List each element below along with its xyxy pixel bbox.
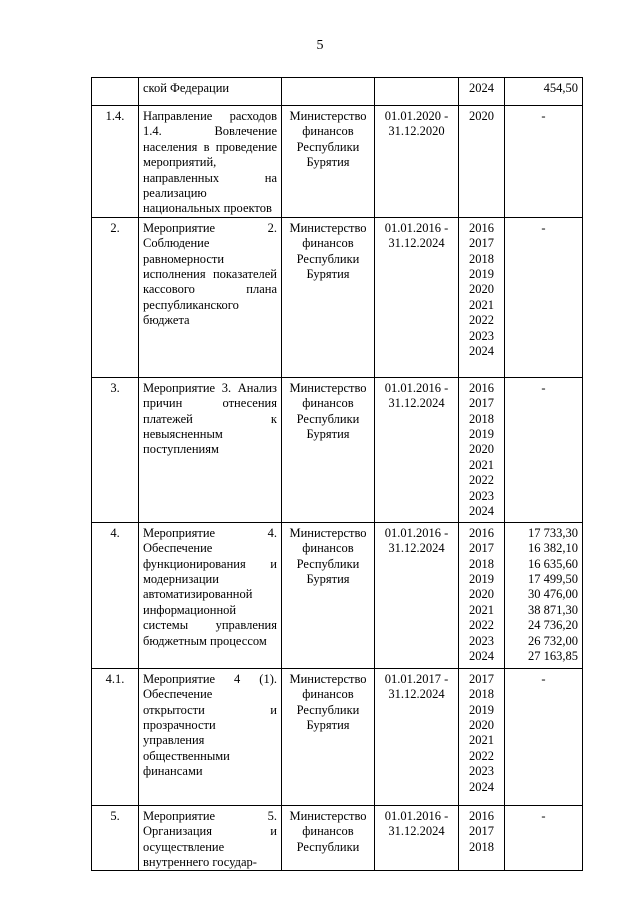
page-number: 5 <box>316 38 324 53</box>
executor-cell: Министерство финансов Республики Бурятия <box>282 217 375 377</box>
year-value: 2019 <box>469 267 494 282</box>
amounts-cell <box>505 217 583 377</box>
amount-value: - <box>541 671 546 686</box>
executor-cell: Министерство финансов Республики Бурятия <box>282 668 375 805</box>
year-value: 2024 <box>469 779 494 794</box>
executor-cell <box>282 78 375 106</box>
amount-value: 30 476,00 <box>528 587 578 602</box>
table-row <box>92 377 583 522</box>
years-cell <box>459 377 505 522</box>
period-cell: 01.01.2017 - 31.12.2024 <box>375 668 459 805</box>
year-value: 2019 <box>469 427 494 442</box>
amount-value: 38 871,30 <box>528 602 578 617</box>
years-cell <box>459 805 505 871</box>
amount-value: 27 163,85 <box>528 649 578 664</box>
year-value: 2017 <box>469 236 494 251</box>
year-value: 2017 <box>469 824 494 839</box>
years-cell <box>459 522 505 668</box>
row-number-cell: 1.4. <box>92 106 139 218</box>
year-value: 2021 <box>469 457 494 472</box>
years-cell <box>459 106 505 218</box>
period-cell <box>375 78 459 106</box>
period-cell: 01.01.2016 - 31.12.2024 <box>375 217 459 377</box>
year-value: 2021 <box>469 733 494 748</box>
amount-value: - <box>541 220 546 235</box>
year-value: 2020 <box>469 109 494 123</box>
year-value: 2018 <box>469 411 494 426</box>
amount-value: - <box>541 380 546 395</box>
program-activities-table <box>91 77 583 871</box>
amount-value: 17 499,50 <box>528 572 578 587</box>
row-number-cell: 2. <box>92 217 139 377</box>
amount-value: 17 733,30 <box>528 525 578 540</box>
period-cell: 01.01.2016 - 31.12.2024 <box>375 805 459 871</box>
amount-value: 24 736,20 <box>528 618 578 633</box>
table-row <box>92 805 583 871</box>
period-cell: 01.01.2016 - 31.12.2024 <box>375 522 459 668</box>
year-value: 2022 <box>469 313 494 328</box>
table-body <box>92 78 583 871</box>
year-value: 2021 <box>469 602 494 617</box>
year-value: 2023 <box>469 328 494 343</box>
year-value: 2019 <box>469 572 494 587</box>
executor-cell: Министерство финансов Республики Бурятия <box>282 106 375 218</box>
year-value: 2020 <box>469 282 494 297</box>
year-value: 2017 <box>469 541 494 556</box>
period-cell: 01.01.2020 - 31.12.2020 <box>375 106 459 218</box>
year-value: 2023 <box>469 633 494 648</box>
amount-value: 16 382,10 <box>528 541 578 556</box>
year-value: 2018 <box>469 556 494 571</box>
period-cell: 01.01.2016 - 31.12.2024 <box>375 377 459 522</box>
year-value: 2022 <box>469 748 494 763</box>
year-value: 2020 <box>469 718 494 733</box>
year-value: 2021 <box>469 297 494 312</box>
year-value: 2016 <box>469 808 494 823</box>
activity-description-cell: Мероприятие 2. Соблюдение равномерности исполнения показателей кассового плана республиканского бюджета <box>139 217 282 377</box>
activity-description-cell: Мероприятие 4 (1). Обеспечение открытости и прозрачности управления общественными финансами <box>139 668 282 805</box>
year-value: 2024 <box>469 81 494 95</box>
row-number-cell: 4. <box>92 522 139 668</box>
year-value: 2018 <box>469 839 494 854</box>
year-value: 2024 <box>469 504 494 519</box>
year-value: 2017 <box>469 671 494 686</box>
year-value: 2023 <box>469 764 494 779</box>
amounts-cell <box>505 805 583 871</box>
activity-description-cell: ской Федерации <box>139 78 282 106</box>
year-value: 2017 <box>469 396 494 411</box>
year-value: 2020 <box>469 442 494 457</box>
year-value: 2022 <box>469 618 494 633</box>
table-row <box>92 668 583 805</box>
amount-value: 26 732,00 <box>528 633 578 648</box>
executor-cell: Министерство финансов Республики Бурятия <box>282 522 375 668</box>
activity-description-cell: Мероприятие 5. Организация и осуществление внутреннего государ- <box>139 805 282 871</box>
amount-value: 454,50 <box>543 81 578 95</box>
amount-value: - <box>541 808 546 823</box>
executor-cell: Министерство финансов Республики <box>282 805 375 871</box>
year-value: 2016 <box>469 220 494 235</box>
amounts-cell <box>505 522 583 668</box>
years-cell <box>459 668 505 805</box>
amount-value: - <box>541 109 546 123</box>
table-row <box>92 78 583 106</box>
years-cell <box>459 78 505 106</box>
amounts-cell <box>505 78 583 106</box>
activity-description-cell: Направление расходов 1.4. Вовлечение населения в проведение мероприятий, направленных на реализацию национальных проектов <box>139 106 282 218</box>
years-cell <box>459 217 505 377</box>
year-value: 2024 <box>469 649 494 664</box>
amount-value: 16 635,60 <box>528 556 578 571</box>
amounts-cell <box>505 668 583 805</box>
row-number-cell: 4.1. <box>92 668 139 805</box>
amounts-cell <box>505 377 583 522</box>
executor-cell: Министерство финансов Республики Бурятия <box>282 377 375 522</box>
amounts-cell <box>505 106 583 218</box>
year-value: 2024 <box>469 344 494 359</box>
year-value: 2023 <box>469 488 494 503</box>
activity-description-cell: Мероприятие 4. Обеспечение функционирования и модернизации автоматизированной информационной системы управления бюджетным процессом <box>139 522 282 668</box>
year-value: 2020 <box>469 587 494 602</box>
row-number-cell: 5. <box>92 805 139 871</box>
table-row <box>92 522 583 668</box>
row-number-cell <box>92 78 139 106</box>
activity-description-cell: Мероприятие 3. Анализ причин отнесения платежей к невыясненным поступлениям <box>139 377 282 522</box>
row-number-cell: 3. <box>92 377 139 522</box>
year-value: 2018 <box>469 251 494 266</box>
table-row <box>92 106 583 218</box>
year-value: 2018 <box>469 687 494 702</box>
year-value: 2016 <box>469 525 494 540</box>
year-value: 2016 <box>469 380 494 395</box>
year-value: 2022 <box>469 473 494 488</box>
table-row <box>92 217 583 377</box>
year-value: 2019 <box>469 702 494 717</box>
